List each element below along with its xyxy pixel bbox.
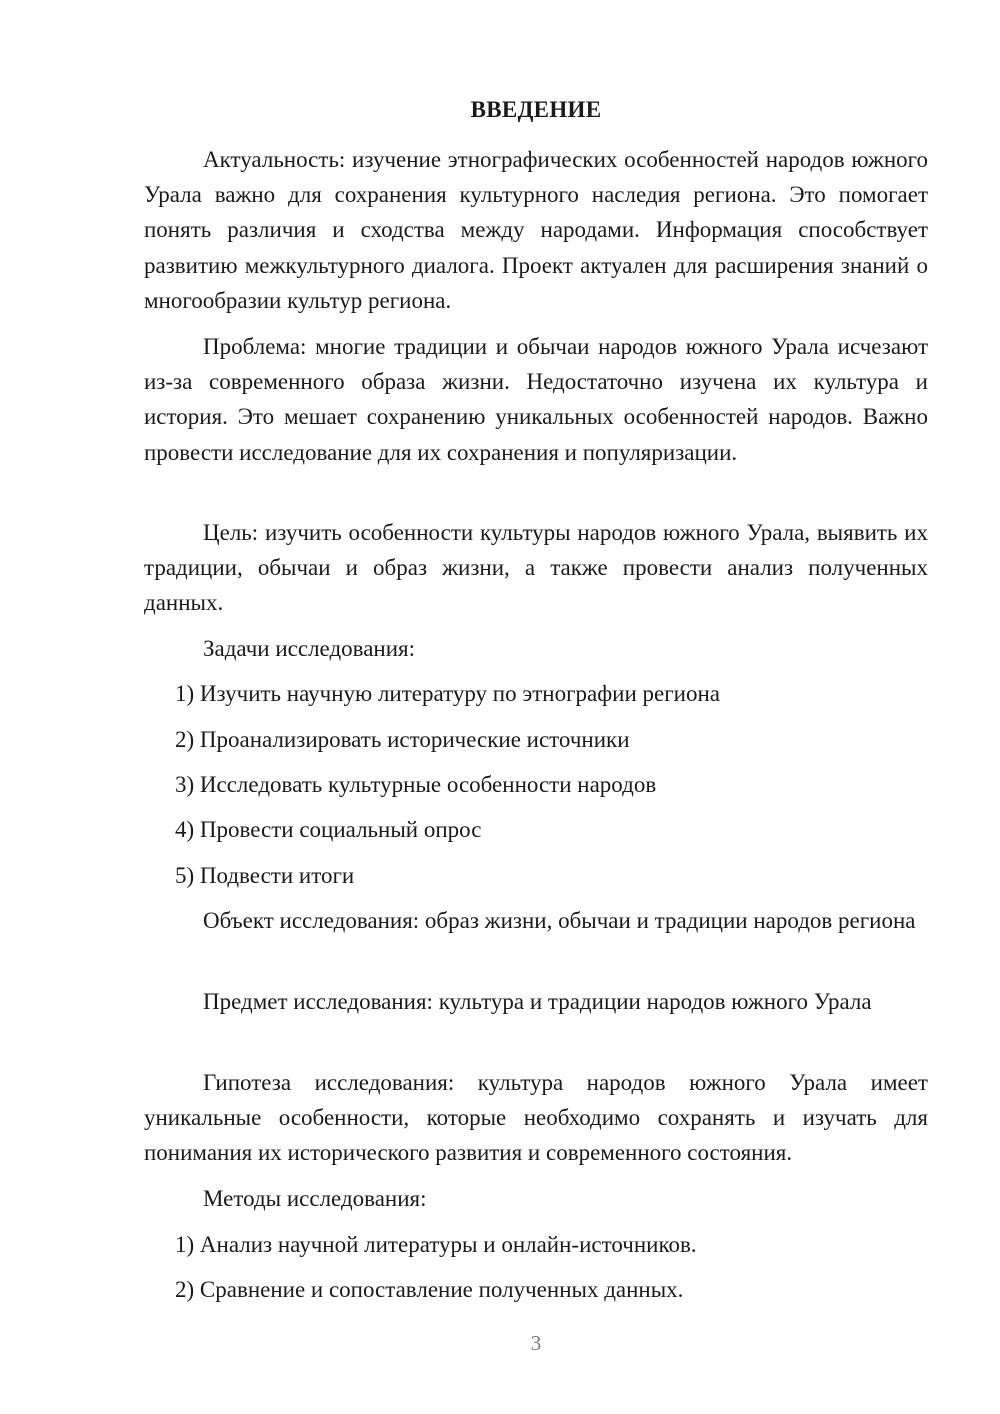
relevance-paragraph: Актуальность: изучение этнографических особенностей народов южного Урала важно для сохранения культурного наследия региона. Это помогает понять различия и сходства между народами. Информация способствует развитию межкультурного диалога. Проект актуален для расширения знаний о многообразии культур региона.: [144, 147, 928, 313]
goal-paragraph: Цель: изучить особенности культуры народов южного Урала, выявить их традиции, обычаи и образ жизни, а также провести анализ полученных данных.: [144, 520, 928, 616]
methods-title: Методы исследования:: [203, 1186, 427, 1211]
hypothesis-paragraph: Гипотеза исследования: культура народов южного Урала имеет уникальные особенности, которые необходимо сохранять и изучать для понимания их исторического развития и современного состояния.: [144, 1070, 928, 1166]
tasks-title: Задачи исследования:: [203, 636, 416, 661]
object-paragraph: Объект исследования: образ жизни, обычаи и традиции народов региона: [203, 908, 916, 933]
section-heading: ВВЕДЕНИЕ: [470, 97, 602, 122]
method-item: 1) Анализ научной литературы и онлайн-источников.: [175, 1232, 697, 1257]
problem-paragraph: Проблема: многие традиции и обычаи народов южного Урала исчезают из-за современного образа жизни. Недостаточно изучена их культура и история. Это мешает сохранению уникальных особенностей народов. Важно провести исследование для их сохранения и популяризации.: [144, 334, 928, 465]
task-item: 4) Провести социальный опрос: [175, 817, 482, 842]
task-item: 5) Подвести итоги: [175, 863, 355, 888]
subject-paragraph: Предмет исследования: культура и традиции народов южного Урала: [203, 989, 872, 1014]
method-item: 2) Сравнение и сопоставление полученных данных.: [175, 1277, 684, 1302]
task-item: 2) Проанализировать исторические источники: [175, 727, 630, 752]
page-number: 3: [530, 1331, 542, 1355]
task-item: 1) Изучить научную литературу по этнографии региона: [175, 681, 720, 706]
task-item: 3) Исследовать культурные особенности народов: [175, 772, 657, 797]
